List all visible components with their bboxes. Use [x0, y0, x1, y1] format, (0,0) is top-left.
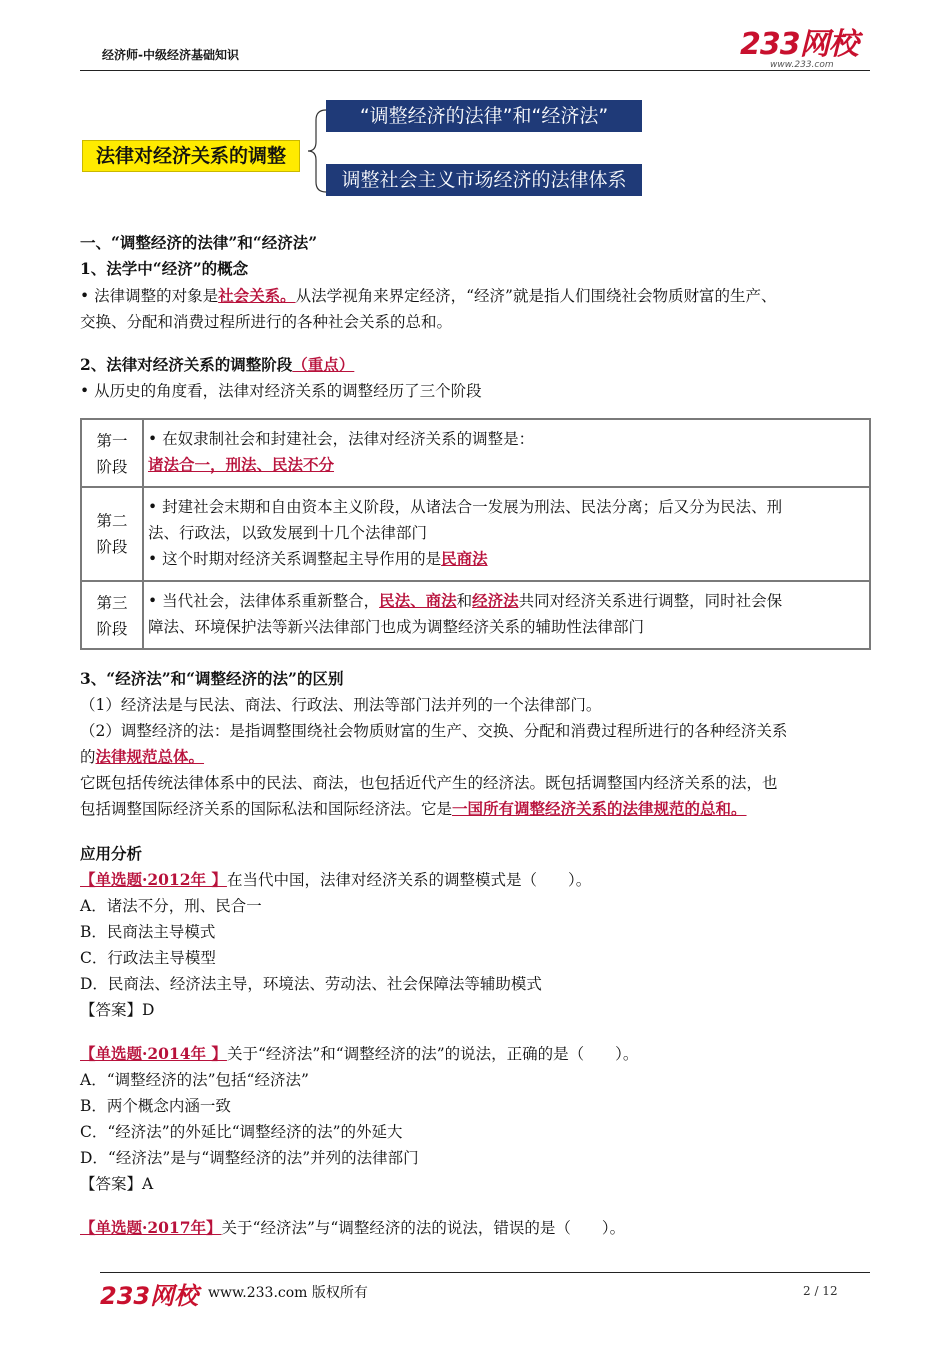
logo-text: 233网校 [740, 27, 858, 62]
page-number: 2 / 12 [803, 1284, 838, 1298]
section-heading: 一、“调整经济的法律”和“经济法” [80, 233, 318, 252]
question-tag: 【单选题·2014年 】 [80, 1044, 227, 1063]
text: • 封建社会末期和自由资本主义阶段，从诸法合一发展为刑法、民法分离；后又分为民法、刑 [148, 498, 783, 516]
text: 法、行政法，以致发展到十几个法律部门 [148, 524, 428, 542]
subheading-stages [80, 352, 354, 378]
text: 关于“经济法”与“调整经济的法的说法，错误的是（ ）。 [221, 1219, 626, 1237]
question-tag: 【单选题·2012年 】 [80, 870, 227, 889]
text: 第二 [96, 512, 128, 530]
question-option: A．诸法不分，刑、民合一 [80, 897, 262, 915]
paragraph [80, 744, 204, 770]
text: • 法律调整的对象是 [80, 287, 219, 305]
question-stem [80, 1041, 638, 1067]
question-option: D．“经济法”是与“调整经济的法”并列的法律部门 [80, 1149, 419, 1167]
question-option: B．民商法主导模式 [80, 923, 216, 941]
text: • 这个时期对经济关系调整起主导作用的是 [148, 550, 442, 568]
text: 阶段 [96, 620, 128, 638]
paragraph [80, 796, 747, 822]
subheading-economy-concept: 1、法学中“经济”的概念 [80, 259, 249, 278]
text [148, 588, 865, 614]
paragraph [80, 283, 776, 309]
highlight-text: 诸法合一，刑法、民法不分 [148, 455, 335, 474]
question-option: B．两个概念内涵一致 [80, 1097, 231, 1115]
text: 第三 [96, 594, 128, 612]
table-row [81, 581, 870, 649]
text: 阶段 [96, 538, 128, 556]
text: 关于“经济法”和“调整经济的法”的说法，正确的是（ ）。 [226, 1045, 639, 1063]
text: 包括调整国际经济关系的国际私法和国际经济法。它是 [80, 800, 453, 818]
text: 和 [456, 592, 473, 610]
question-tag: 【单选题·2017年】 [80, 1218, 222, 1237]
highlight-text: 社会关系。 [218, 286, 296, 305]
logo-url: www.233.com [770, 60, 834, 70]
text: 从法学视角来界定经济，“经济”就是指人们围绕社会物质财富的生产、 [295, 287, 777, 305]
question-option: C．“经济法”的外延比“调整经济的法”的外延大 [80, 1123, 403, 1141]
stages-table [80, 418, 871, 650]
highlight-text: 民法、商法 [379, 591, 457, 610]
diagram-topic: 法律对经济关系的调整 [82, 140, 300, 172]
highlight-text: 经济法 [472, 591, 519, 610]
analysis-heading: 应用分析 [80, 844, 143, 863]
paragraph: • 从历史的角度看，法律对经济关系的调整经历了三个阶段 [80, 382, 482, 400]
footer-logo: 233网校 [100, 1282, 199, 1310]
text: 障法、环境保护法等新兴法律部门也成为调整经济关系的辅助性法律部门 [148, 618, 645, 636]
text: 第一 [96, 432, 128, 450]
stage-label [81, 419, 143, 487]
text: • 在奴隶制社会和封建社会，法律对经济关系的调整是： [148, 430, 535, 448]
question-stem [80, 867, 591, 893]
paragraph: 交换、分配和消费过程所进行的各种社会关系的总和。 [80, 313, 453, 331]
header-divider [80, 70, 870, 71]
question-option: D．民商法、经济法主导，环境法、劳动法、社会保障法等辅助模式 [80, 975, 542, 993]
brace-connector [298, 106, 328, 196]
text: 2、法律对经济关系的调整阶段 [80, 355, 293, 374]
diagram-branch-economic-law: “调整经济的法律”和“经济法” [326, 100, 642, 132]
text: 共同对经济关系进行调整，同时社会保 [518, 592, 783, 610]
text [148, 546, 865, 572]
question-answer: 【答案】A [80, 1175, 154, 1193]
highlight-text: 法律规范总体。 [95, 747, 205, 766]
subheading-distinction: 3、“经济法”和“调整经济的法”的区别 [80, 669, 344, 688]
highlight-text: （重点） [292, 355, 355, 374]
question-option: A．“调整经济的法”包括“经济法” [80, 1071, 309, 1089]
table-row [81, 487, 870, 581]
paragraph: 它既包括传统法律体系中的民法、商法，也包括近代产生的经济法。既包括调整国内经济关系的法，也 [80, 774, 778, 792]
text: 的 [80, 748, 96, 766]
highlight-text: 一国所有调整经济关系的法律规范的总和。 [452, 799, 747, 818]
diagram-branch-legal-system: 调整社会主义市场经济的法律体系 [326, 164, 642, 196]
paragraph: （2）调整经济的法：是指调整围绕社会物质财富的生产、交换、分配和消费过程所进行的各种经济关系 [80, 722, 788, 740]
stage-label [81, 581, 143, 649]
highlight-text: 民商法 [441, 549, 488, 568]
footer-copyright: www.233.com 版权所有 [208, 1285, 368, 1301]
brand-logo [740, 27, 872, 74]
text: 阶段 [96, 458, 128, 476]
text: • 当代社会，法律体系重新整合， [148, 592, 380, 610]
question-answer: 【答案】D [80, 1001, 155, 1019]
paragraph: （1）经济法是与民法、商法、行政法、刑法等部门法并列的一个法律部门。 [80, 696, 602, 714]
question-option: C．行政法主导模型 [80, 949, 216, 967]
stage-content [143, 487, 870, 581]
text: 在当代中国，法律对经济关系的调整模式是（ ）。 [226, 871, 592, 889]
stage-label [81, 487, 143, 581]
table-row [81, 419, 870, 487]
question-stem [80, 1215, 625, 1241]
stage-content [143, 419, 870, 487]
footer-divider [100, 1272, 870, 1273]
document-header-title: 经济师-中级经济基础知识 [102, 48, 239, 62]
stage-content [143, 581, 870, 649]
